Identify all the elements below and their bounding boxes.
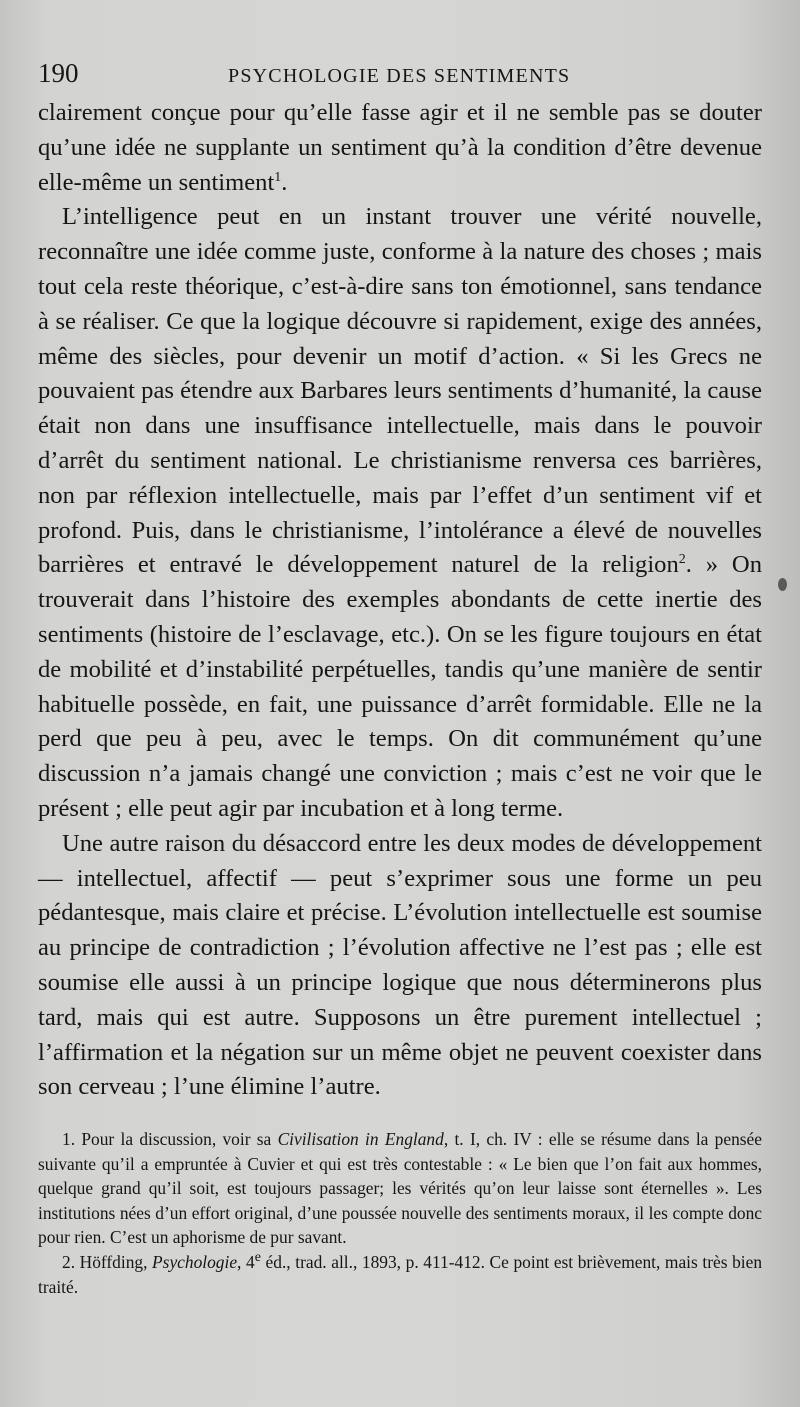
paragraph-1-text: clairement conçue pour qu’elle fasse agir et il ne semble pas se douter qu’une idée ne supplante un sentiment qu’à la condition d’être devenue elle-même un sentiment	[38, 99, 762, 196]
paragraph-3: Une autre raison du désaccord entre les deux modes de développement — intellectuel, affectif — peut s’exprimer sous une forme un peu pédantesque, mais claire et précise. L’évolution intellectuelle est soumise au principe de contradiction ; l’évolution affective ne l’est pas ; elle est soumise elle aussi à un principe logique que nous déterminerons plus tard, mais qui est autre. Supposons un être purement intellectuel ; l’affirmation et la négation sur un même objet ne peuvent coexister dans son cerveau ; l’une élimine l’autre.	[38, 829, 762, 1101]
page-header	[38, 58, 762, 96]
footnote-1-rest: , t. I, ch. IV : elle se résume dans la pensée suivante qu’il a empruntée à Cuvier et qui est très contestable : « Le bien que l’on fait aux hommes, quelque grand qu’il soit, est toujours passager; les vérités qu’on leur laisse sont éternelles ». Les institutions nées d’un effort original, d’une poussée nouvelle des sentiments moraux, il les compte donc pour rien. C’est un aphorisme de pur savant.	[38, 1129, 762, 1248]
footnote-2-rest: éd., trad. all., 1893, p. 411-412. Ce point est brièvement, mais très bien traité.	[38, 1252, 763, 1297]
footnote-2-title: Psychologie	[152, 1252, 238, 1273]
page-number: 190	[38, 58, 79, 88]
footnote-2-text: 2. Höffding,	[62, 1252, 153, 1273]
footnote-2-superscript: e	[254, 1250, 261, 1266]
paragraph-1	[38, 96, 762, 200]
footnotes	[38, 1127, 762, 1299]
running-head: PSYCHOLOGIE DES SENTIMENTS	[228, 65, 571, 87]
footnote-1-text: 1. Pour la discussion, voir sa	[62, 1129, 278, 1150]
footnote-ref-1: 1	[274, 169, 282, 185]
footnote-1	[38, 1127, 762, 1250]
footnote-ref-2: 2	[678, 552, 686, 568]
paragraph-1-end: .	[281, 168, 288, 196]
paragraph-2-text: L’intelligence peut en un instant trouver une vérité nouvelle, reconnaître une idée comme juste, conforme à la nature des choses ; mais tout cela reste théorique, c’est-à-dire sans ton émotionnel, sans tendance à se réaliser. Ce que la logique découvre si rapidement, exige des années, même des siècles, pour devenir un motif d’action. « Si les Grecs ne pouvaient pas étendre aux Barbares leurs sentiments d’humanité, la cause était non dans une insuffisance intellectuelle, mais dans le pouvoir d’arrêt du sentiment national. Le christianisme renversa ces barrières, non par réflexion intellectuelle, mais par l’effet d’un sentiment vif et profond. Puis, dans le christianisme, l’intolérance a élevé de nouvelles barrières et entravé le développement naturel de la religion	[38, 203, 762, 579]
ink-speck	[778, 578, 787, 591]
footnote-2-edition: , 4	[237, 1252, 255, 1273]
paragraph-2	[38, 200, 762, 826]
footnote-1-title: Civilisation in England	[277, 1129, 444, 1150]
paragraph-2-end: . » On trouverait dans l’histoire des exemples abondants de cette inertie des sentiments (histoire de l’esclavage, etc.). On se les figure toujours en état de mobilité et d’instabilité perpétuelles, tandis qu’une manière de sentir habituelle possède, en fait, une puissance d’arrêt formidable. Elle ne la perd que peu à peu, avec le temps. On dit communément qu’une discussion n’a jamais changé une conviction ; mais c’est ne voir que le présent ; elle peut agir par incubation et à long terme.	[38, 551, 762, 822]
footnote-2	[38, 1250, 762, 1299]
body-text	[38, 96, 762, 1105]
